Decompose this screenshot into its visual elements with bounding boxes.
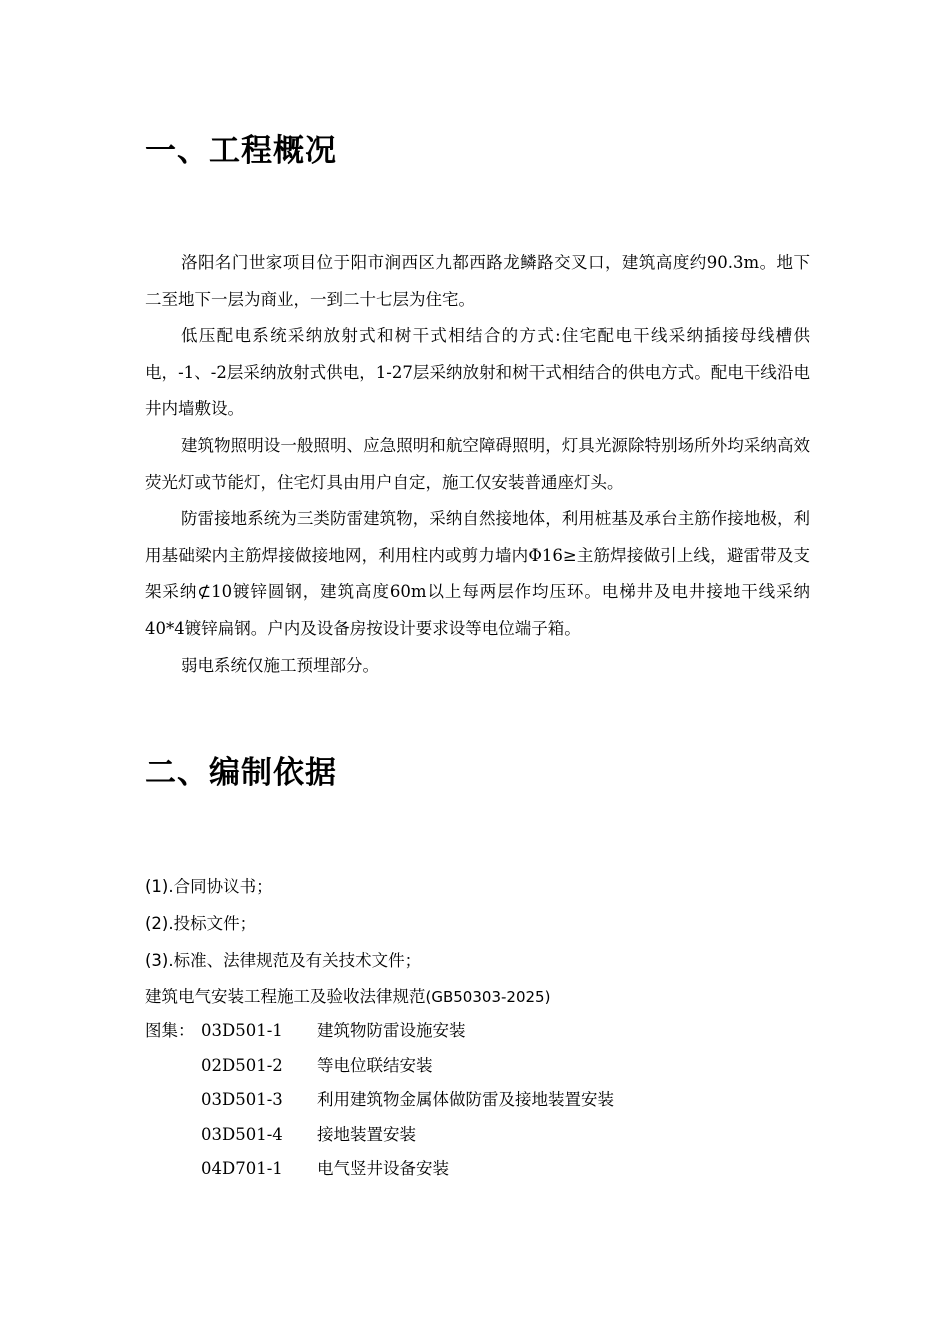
paragraph-project-location: 洛阳名门世家项目位于阳市涧西区九都西路龙鳞路交叉口，建筑高度约90.3m。地下二至地下一层为商业，一到二十七层为住宅。 xyxy=(145,253,810,309)
atlas-label: 图集： xyxy=(145,1021,195,1040)
atlas-title: 电气竖井设备安装 xyxy=(317,1159,449,1178)
atlas-row xyxy=(145,1014,810,1049)
atlas-row xyxy=(145,1049,810,1084)
basis-list xyxy=(145,868,810,1187)
atlas-code: 04D701-1 xyxy=(201,1159,283,1178)
atlas-title: 建筑物防雷设施安装 xyxy=(317,1021,466,1040)
list-item-text: 标准、法律规范及有关技术文件； xyxy=(173,951,422,970)
atlas-row xyxy=(145,1118,810,1153)
atlas-code: 02D501-2 xyxy=(201,1055,283,1075)
section1-body xyxy=(145,245,810,684)
paragraph-weak-current: 弱电系统仅施工预埋部分。 xyxy=(181,655,379,675)
atlas-row xyxy=(145,1152,810,1187)
atlas-title: 利用建筑物金属体做防雷及接地装置安装 xyxy=(317,1090,614,1109)
list-item-number: (3). xyxy=(145,951,174,970)
list-item-text: 合同协议书； xyxy=(173,877,273,896)
section1-heading: 一、工程概况 xyxy=(145,133,337,169)
paragraph-lighting: 建筑物照明设一般照明、应急照明和航空障碍照明，灯具光源除特别场所外均采纳高效荧光灯或节能灯，住宅灯具由用户自定，施工仅安装普通座灯头。 xyxy=(145,435,810,492)
list-item-number: (1). xyxy=(145,877,174,896)
list-item xyxy=(145,868,810,905)
atlas-code: 03D501-1 xyxy=(201,1021,283,1040)
list-item xyxy=(145,942,810,979)
section2-heading: 二、编制依据 xyxy=(145,755,337,791)
standard-code: (GB50303-2025) xyxy=(425,988,551,1006)
paragraph-power-distribution: 低压配电系统采纳放射式和树干式相结合的方式:住宅配电干线采纳插接母线槽供电，-1、-2层采纳放射式供电，1-27层采纳放射和树干式相结合的供电方式。配电干线沿电井内墙敷设。 xyxy=(145,326,810,419)
list-item-number: (2). xyxy=(145,914,174,933)
standard-reference xyxy=(145,979,810,1014)
list-item xyxy=(145,905,810,942)
paragraph-lightning-protection: 防雷接地系统为三类防雷建筑物，采纳自然接地体，利用桩基及承台主筋作接地极，利用基础梁内主筋焊接做接地网，利用柱内或剪力墙内Φ16≥主筋焊接做引上线，避雷带及支架采纳⊄10镀锌圆钢，建筑高度60m以上每两层作均压环。电梯井及电井接地干线采纳40*4镀锌扁钢。户内及设备房按设计要求设等电位端子箱。 xyxy=(145,509,810,638)
atlas-title: 接地装置安装 xyxy=(317,1124,416,1144)
atlas-code: 03D501-4 xyxy=(201,1124,283,1144)
atlas-row xyxy=(145,1083,810,1118)
atlas-code: 03D501-3 xyxy=(201,1090,283,1109)
atlas-title: 等电位联结安装 xyxy=(317,1055,433,1075)
list-item-text: 投标文件； xyxy=(173,914,257,933)
standard-name: 建筑电气安装工程施工及验收法律规范 xyxy=(145,987,426,1006)
